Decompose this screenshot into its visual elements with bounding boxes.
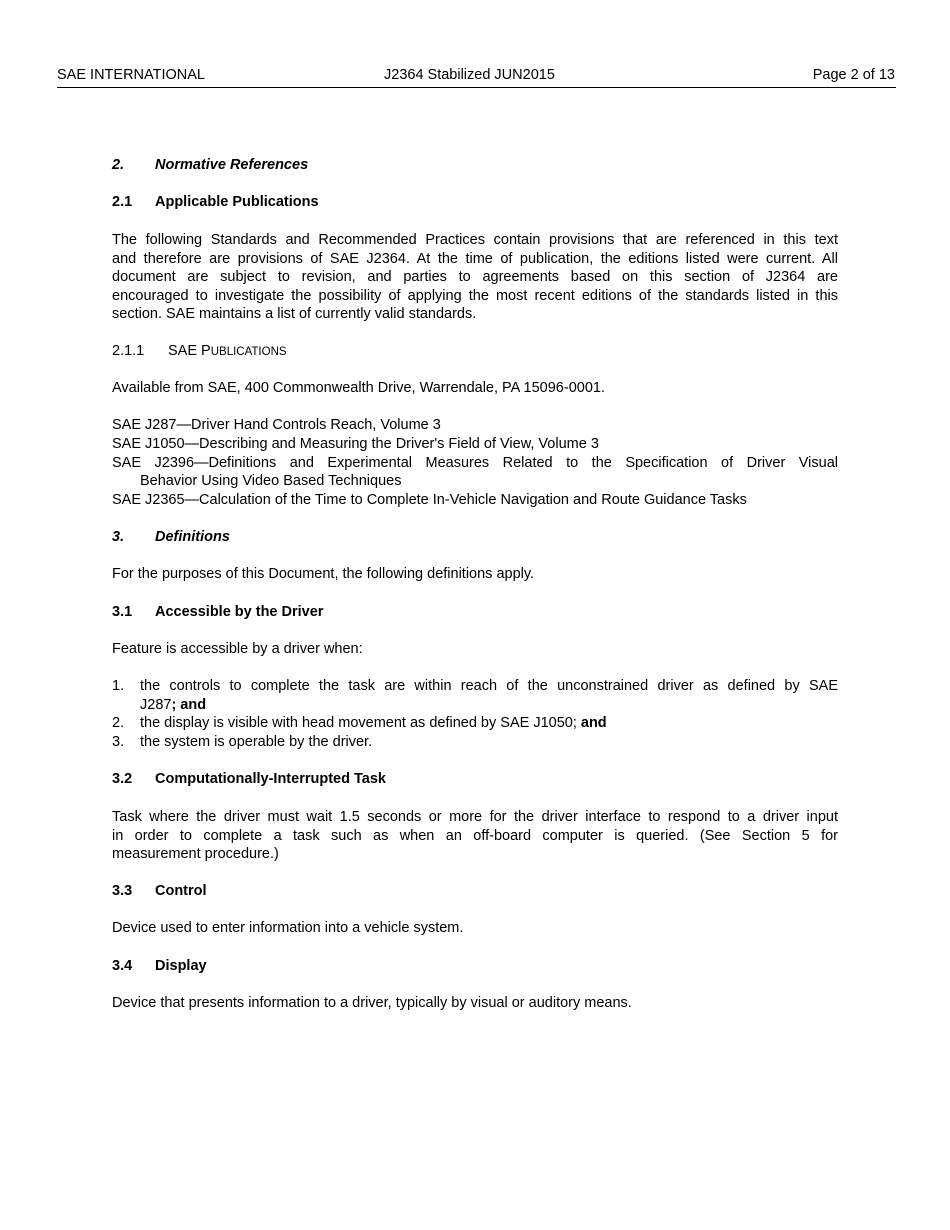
list-text: the system is operable by the driver. bbox=[140, 734, 373, 750]
list-number: 1. bbox=[112, 678, 125, 694]
list-line: the controls to complete the task are within reach of the unconstrained driver as defined by SAE bbox=[140, 678, 838, 694]
header-org: SAE INTERNATIONAL bbox=[57, 67, 205, 83]
section-number: 3.4 bbox=[112, 958, 133, 974]
paragraph-line: Task where the driver must wait 1.5 seconds or more for the driver interface to respond to a driver input bbox=[112, 809, 838, 825]
reference-j1050: SAE J1050—Describing and Measuring the Driver's Field of View, Volume 3 bbox=[112, 436, 599, 452]
header-page-number: Page 2 of 13 bbox=[812, 67, 895, 83]
display-definition: Device that presents information to a driver, typically by visual or auditory means. bbox=[112, 995, 632, 1011]
list-bold: ; and bbox=[171, 697, 207, 713]
section-title: Definitions bbox=[155, 529, 230, 545]
page-header bbox=[57, 67, 896, 88]
section-number: 3.1 bbox=[112, 604, 133, 620]
title-smallcaps: UBLICATIONS bbox=[210, 346, 287, 358]
section-number: 2. bbox=[112, 157, 125, 173]
reference-j2396: SAE J2396—Definitions and Experimental Measures Related to the Specification of Driver Visual bbox=[112, 455, 838, 471]
section-number: 3.3 bbox=[112, 883, 133, 899]
reference-j2396-continued: Behavior Using Video Based Techniques bbox=[140, 473, 402, 489]
reference-j287: SAE J287—Driver Hand Controls Reach, Volume 3 bbox=[112, 417, 441, 433]
section-2-1-paragraph bbox=[112, 231, 838, 324]
definitions-intro: For the purposes of this Document, the following definitions apply. bbox=[112, 566, 535, 582]
list-text bbox=[140, 697, 206, 713]
paragraph-line: encouraged to investigate the possibility of applying the most recent editions of the standards listed in this bbox=[112, 287, 838, 304]
section-title: Control bbox=[155, 883, 207, 899]
paragraph-line: and therefore are provisions of SAE J2364. At the time of publication, the editions listed were current. All bbox=[112, 250, 838, 267]
section-title: Accessible by the Driver bbox=[155, 604, 324, 620]
list-number: 2. bbox=[112, 715, 125, 731]
paragraph-line: section. SAE maintains a list of currently valid standards. bbox=[112, 306, 477, 323]
title-cap: SAE P bbox=[168, 343, 211, 359]
list-text bbox=[140, 678, 838, 694]
header-doc-id: J2364 Stabilized JUN2015 bbox=[384, 67, 555, 83]
section-title: Display bbox=[155, 958, 207, 974]
section-title: Normative References bbox=[155, 157, 309, 173]
section-title: Applicable Publications bbox=[155, 194, 319, 210]
list-number: 3. bbox=[112, 734, 125, 750]
section-number: 2.1.1 bbox=[112, 343, 145, 359]
section-title bbox=[168, 343, 287, 359]
available-from-text: Available from SAE, 400 Commonwealth Drive, Warrendale, PA 15096-0001. bbox=[112, 380, 605, 396]
accessible-intro: Feature is accessible by a driver when: bbox=[112, 641, 363, 657]
section-title: Computationally-Interrupted Task bbox=[155, 771, 386, 787]
list-text bbox=[140, 715, 607, 731]
section-3-2-paragraph bbox=[112, 808, 838, 864]
paragraph-line: in order to complete a task such as when an off-board computer is queried. (See Section 5 for bbox=[112, 827, 838, 844]
section-number: 3. bbox=[112, 529, 125, 545]
section-number: 2.1 bbox=[112, 194, 133, 210]
list-bold: and bbox=[580, 715, 607, 731]
reference-j2365: SAE J2365—Calculation of the Time to Complete In-Vehicle Navigation and Route Guidance Tasks bbox=[112, 492, 747, 508]
section-number: 3.2 bbox=[112, 771, 133, 787]
control-definition: Device used to enter information into a vehicle system. bbox=[112, 920, 464, 936]
paragraph-line: The following Standards and Recommended Practices contain provisions that are referenced in this text bbox=[112, 232, 838, 248]
paragraph-line: document are subject to revision, and parties to agreements based on this section of J2364 are bbox=[112, 269, 838, 286]
list-line: the display is visible with head movement as defined by SAE J1050; bbox=[140, 715, 581, 731]
paragraph-line: measurement procedure.) bbox=[112, 846, 279, 863]
list-line: J287 bbox=[140, 697, 172, 713]
